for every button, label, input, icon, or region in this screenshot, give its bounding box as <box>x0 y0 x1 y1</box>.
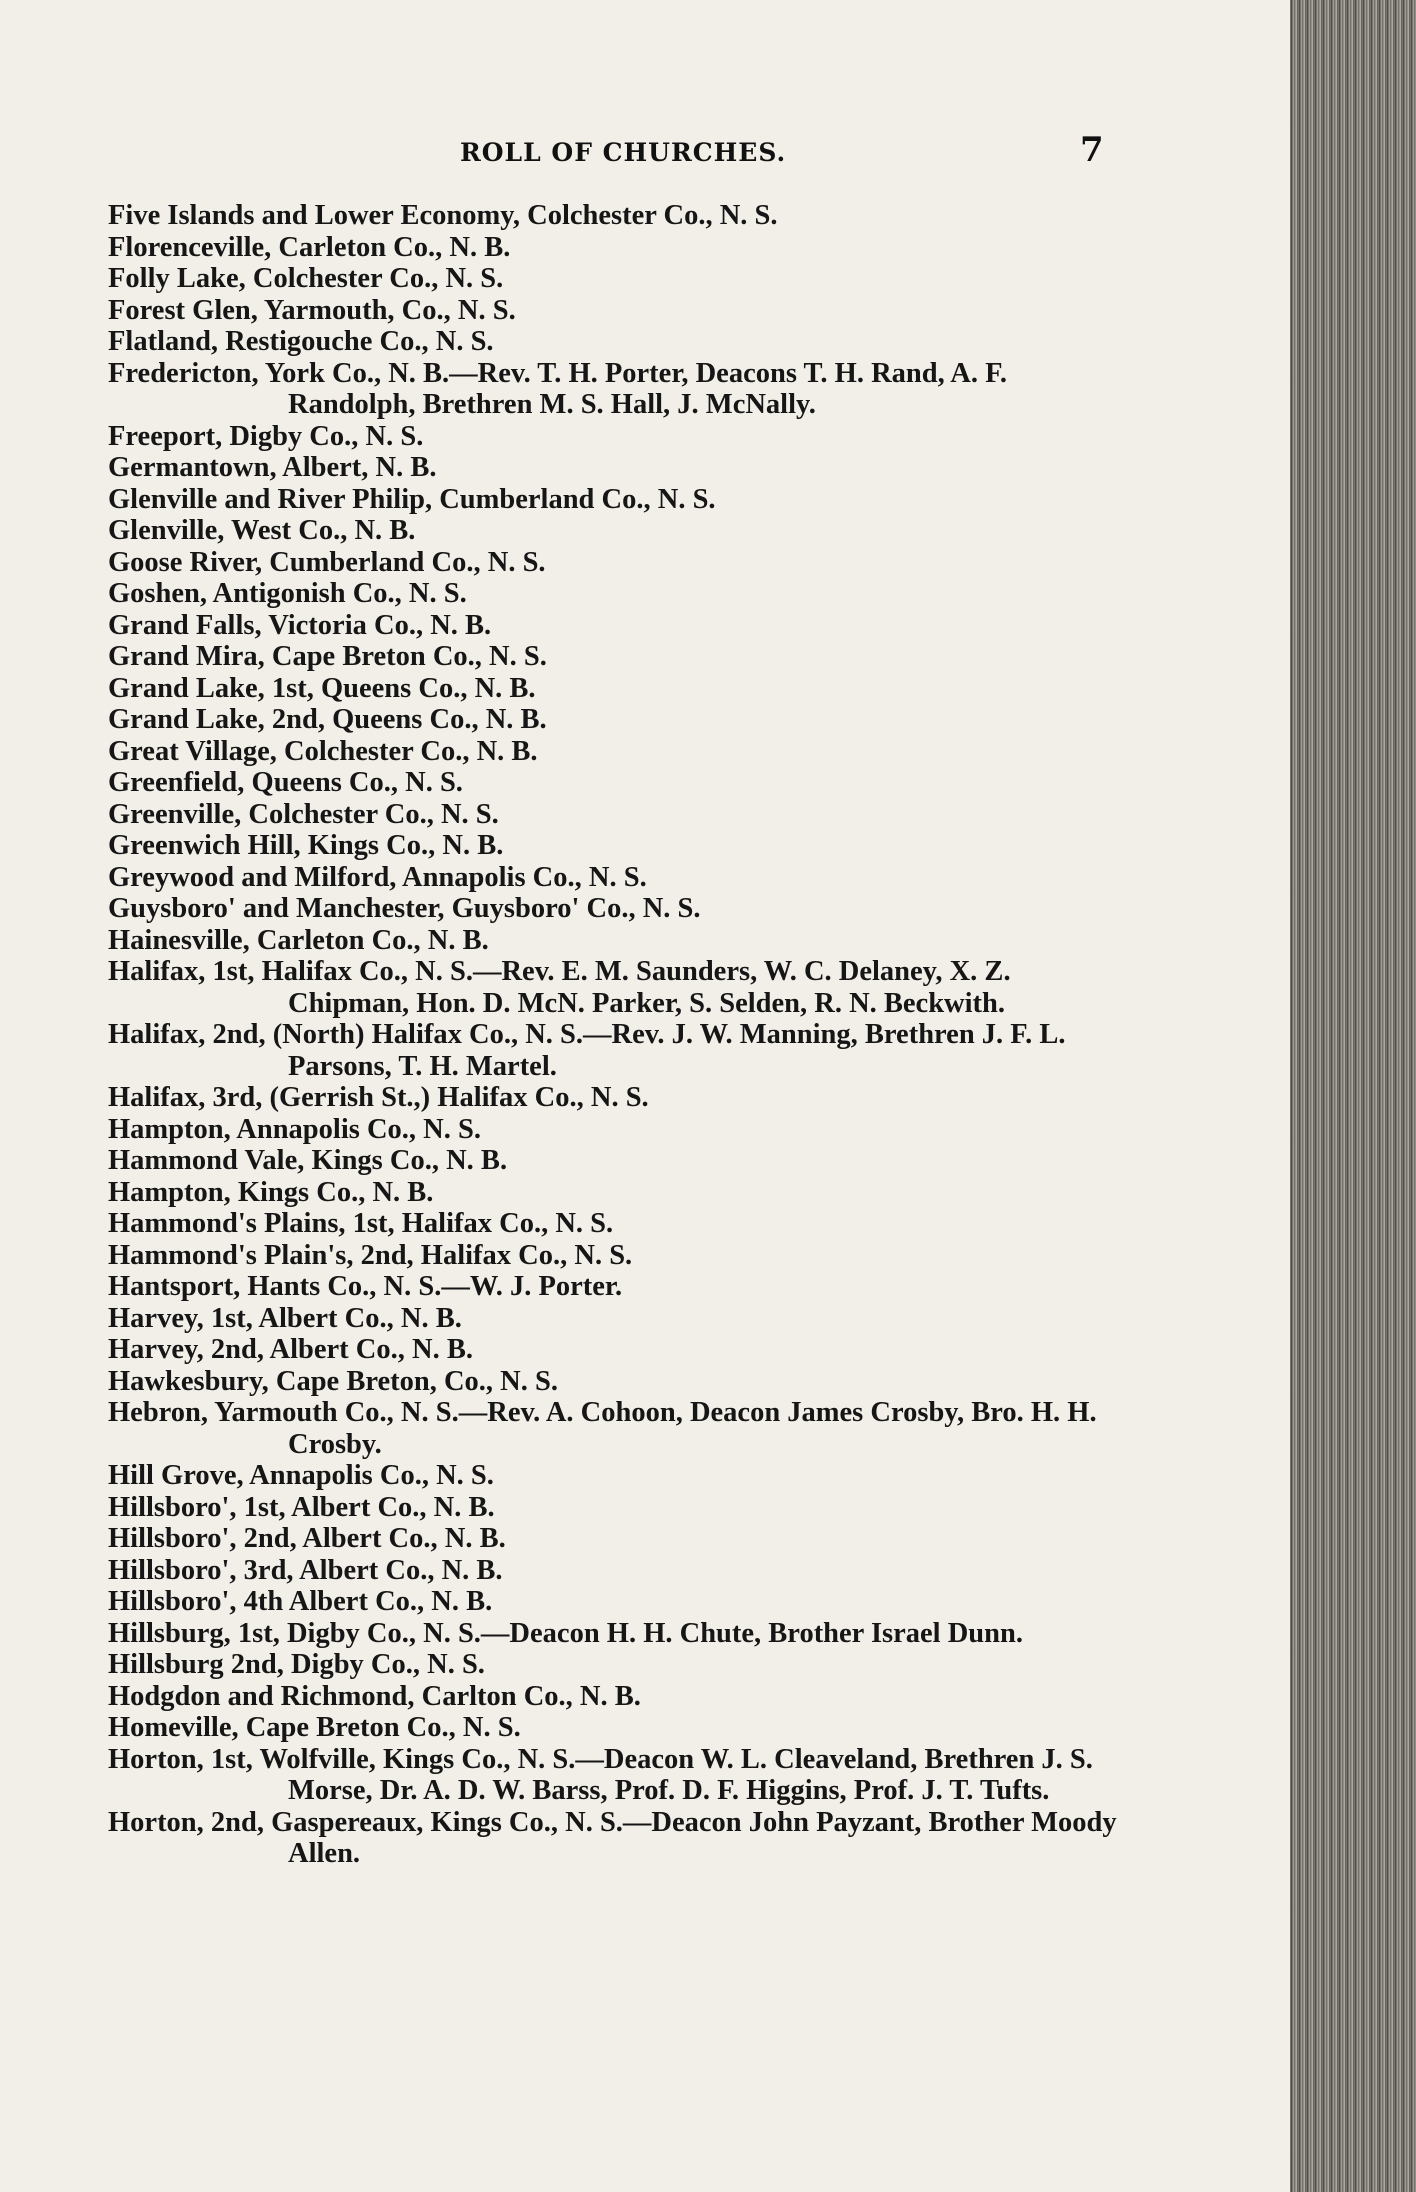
church-entry: Halifax, 1st, Halifax Co., N. S.—Rev. E. M. Saunders, W. C. Delaney, X. Z. Chipman, Hon. D. McN. Parker, S. Selden, R. N. Beckwith. <box>108 956 1011 1019</box>
church-entry: Hantsport, Hants Co., N. S.—W. J. Porter. <box>108 1271 623 1302</box>
church-entry: Hammond's Plain's, 2nd, Halifax Co., N. S. <box>108 1239 633 1271</box>
church-entry: Germantown, Albert, N. B. <box>108 452 437 483</box>
church-entry: Greywood and Milford, Annapolis Co., N. S. <box>108 861 647 893</box>
church-entry: Greenfield, Queens Co., N. S. <box>108 767 463 798</box>
church-entry: Hawkesbury, Cape Breton, Co., N. S. <box>108 1365 558 1397</box>
church-entry: Hillsboro', 1st, Albert Co., N. B. <box>108 1491 495 1523</box>
church-entry: Freeport, Digby Co., N. S. <box>108 420 424 452</box>
church-entry: Grand Lake, 2nd, Queens Co., N. B. <box>108 704 547 735</box>
church-entry: Flatland, Restigouche Co., N. S. <box>108 326 494 357</box>
church-entry: Guysboro' and Manchester, Guysboro' Co., N. S. <box>108 893 701 924</box>
running-title: ROLL OF CHURCHES. <box>460 138 787 167</box>
church-entry: Glenville and River Philip, Cumberland Co., N. S. <box>108 483 716 515</box>
church-entry: Grand Falls, Victoria Co., N. B. <box>108 609 492 641</box>
church-entry: Five Islands and Lower Economy, Colchester Co., N. S. <box>108 200 778 231</box>
church-entry: Grand Lake, 1st, Queens Co., N. B. <box>108 672 536 704</box>
church-entry: Greenwich Hill, Kings Co., N. B. <box>108 830 504 861</box>
church-entry: Grand Mira, Cape Breton Co., N. S. <box>108 641 547 672</box>
page-header <box>0 130 1290 188</box>
church-entry: Hodgdon and Richmond, Carlton Co., N. B. <box>108 1680 641 1712</box>
church-entry: Hillsboro', 3rd, Albert Co., N. B. <box>108 1554 503 1586</box>
page-number: 7 <box>1080 130 1104 170</box>
church-entry: Glenville, West Co., N. B. <box>108 515 416 546</box>
church-entry: Hammond's Plains, 1st, Halifax Co., N. S. <box>108 1208 614 1239</box>
page-edge-stack <box>1290 0 1416 2192</box>
church-entry: Goshen, Antigonish Co., N. S. <box>108 578 467 609</box>
church-entry: Hillsburg, 1st, Digby Co., N. S.—Deacon H. H. Chute, Brother Israel Dunn. <box>108 1617 1023 1649</box>
church-entry: Fredericton, York Co., N. B.—Rev. T. H. Porter, Deacons T. H. Rand, A. F. Randolph, Brethren M. S. Hall, J. McNally. <box>108 357 1008 420</box>
church-entry: Horton, 2nd, Gaspereaux, Kings Co., N. S.—Deacon John Payzant, Brother Moody Allen. <box>108 1806 1117 1869</box>
church-entry: Hainesville, Carleton Co., N. B. <box>108 924 489 956</box>
church-entry: Harvey, 1st, Albert Co., N. B. <box>108 1302 462 1334</box>
church-entry: Goose River, Cumberland Co., N. S. <box>108 546 546 578</box>
church-entry: Homeville, Cape Breton Co., N. S. <box>108 1712 521 1743</box>
church-entry: Hillsboro', 4th Albert Co., N. B. <box>108 1586 493 1617</box>
church-entry: Great Village, Colchester Co., N. B. <box>108 735 538 767</box>
church-entry: Hammond Vale, Kings Co., N. B. <box>108 1145 508 1176</box>
church-roll-list <box>108 200 1118 1870</box>
church-entry: Hill Grove, Annapolis Co., N. S. <box>108 1460 494 1491</box>
church-entry: Forest Glen, Yarmouth, Co., N. S. <box>108 294 516 326</box>
church-entry: Halifax, 2nd, (North) Halifax Co., N. S.—Rev. J. W. Manning, Brethren J. F. L. Parsons, T. H. Martel. <box>108 1019 1066 1082</box>
church-entry: Harvey, 2nd, Albert Co., N. B. <box>108 1334 473 1365</box>
church-entry: Hampton, Kings Co., N. B. <box>108 1176 434 1208</box>
church-entry: Hampton, Annapolis Co., N. S. <box>108 1113 481 1145</box>
church-entry: Greenville, Colchester Co., N. S. <box>108 798 499 830</box>
church-entry: Hebron, Yarmouth Co., N. S.—Rev. A. Cohoon, Deacon James Crosby, Bro. H. H. Crosby. <box>108 1397 1097 1460</box>
church-entry: Horton, 1st, Wolfville, Kings Co., N. S.—Deacon W. L. Cleaveland, Brethren J. S. Morse, Dr. A. D. W. Barss, Prof. D. F. Higgins, Prof. J. T. Tufts. <box>108 1743 1093 1806</box>
church-entry: Halifax, 3rd, (Gerrish St.,) Halifax Co., N. S. <box>108 1082 649 1113</box>
church-entry: Hillsboro', 2nd, Albert Co., N. B. <box>108 1523 506 1554</box>
church-entry: Hillsburg 2nd, Digby Co., N. S. <box>108 1649 485 1680</box>
church-entry: Folly Lake, Colchester Co., N. S. <box>108 263 504 294</box>
church-entry: Florenceville, Carleton Co., N. B. <box>108 231 511 263</box>
